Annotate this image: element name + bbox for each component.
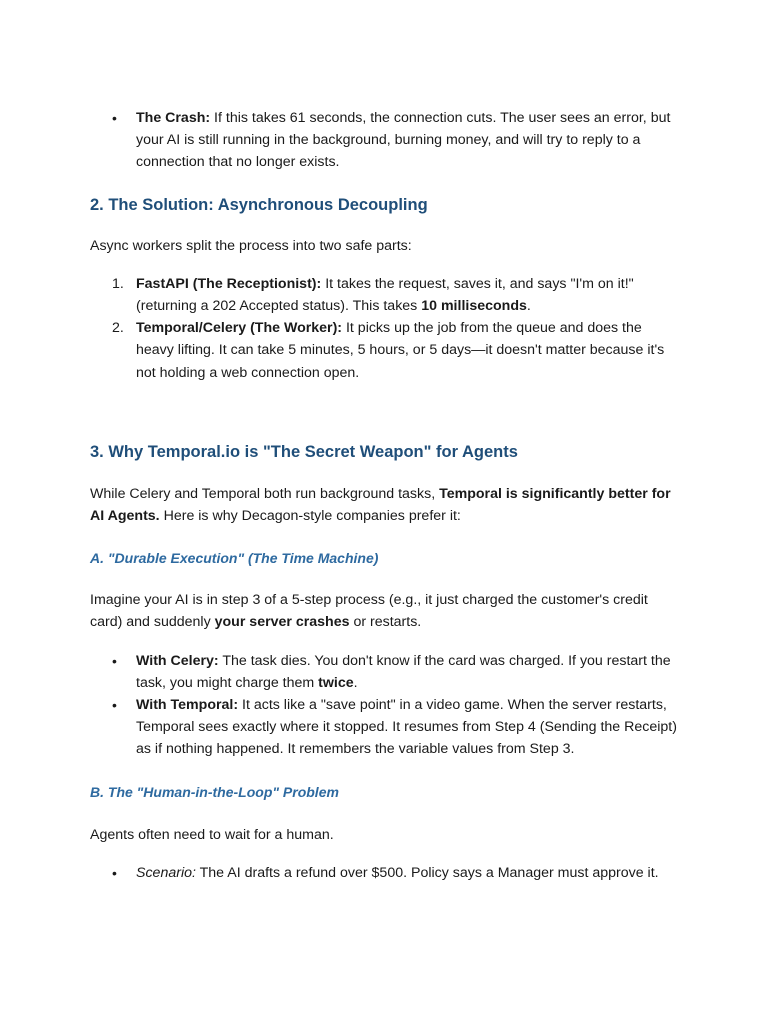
subsection-heading: A. "Durable Execution" (The Time Machine)	[90, 550, 379, 567]
crash-bullet-list	[90, 107, 682, 174]
list-number: 2.	[112, 320, 124, 337]
paragraph	[90, 589, 682, 633]
section-heading: 3. Why Temporal.io is "The Secret Weapon" for Agents	[90, 442, 518, 461]
list-item	[90, 862, 682, 884]
paragraph-bold: Temporal is significantly better for AI Agents.	[90, 485, 671, 525]
paragraph: Agents often need to wait for a human.	[90, 826, 334, 843]
bullet-text: The AI drafts a refund over $500. Policy says a Manager must approve it.	[195, 864, 659, 881]
item-text: It takes the request, saves it, and says "I'm on it!" (returning a 202 Accepted status). This takes	[136, 275, 634, 315]
bullet-label: Scenario:	[136, 864, 196, 881]
paragraph-bold: your server crashes	[214, 614, 350, 631]
subsection-heading: B. The "Human-in-the-Loop" Problem	[90, 783, 339, 800]
paragraph: Async workers split the process into two safe parts:	[90, 237, 412, 254]
item-text: .	[526, 298, 531, 315]
bullet-list	[90, 650, 682, 761]
bullet-marker: •	[112, 652, 117, 669]
bullet-text: .	[353, 674, 358, 691]
bullet-label: The Crash:	[136, 110, 211, 126]
numbered-list	[90, 273, 682, 384]
bullet-bold: twice	[318, 674, 354, 691]
bullet-marker: •	[112, 697, 117, 714]
list-item	[90, 273, 682, 317]
paragraph-text: Imagine your AI is in step 3 of a 5-step process (e.g., it just charged the customer's credit card) and suddenly	[90, 592, 648, 631]
document-page	[90, 107, 682, 884]
item-bold: 10 milliseconds	[421, 298, 527, 315]
bullet-marker: •	[112, 110, 117, 126]
bullet-text: The task dies. You don't know if the card was charged. If you restart the task, you might charge them	[136, 652, 671, 691]
bullet-label: With Celery:	[136, 652, 219, 669]
paragraph	[90, 483, 682, 527]
bullet-label: With Temporal:	[136, 697, 239, 714]
list-item	[90, 107, 682, 174]
paragraph-text: Here is why Decagon-style companies prefer it:	[159, 508, 461, 525]
paragraph-text: While Celery and Temporal both run background tasks,	[90, 485, 440, 502]
paragraph-text: or restarts.	[349, 614, 422, 631]
section-heading: 2. The Solution: Asynchronous Decoupling	[90, 195, 428, 214]
list-item	[90, 317, 682, 384]
bullet-text: If this takes 61 seconds, the connection cuts. The user sees an error, but your AI is still running in the background, burning money, and will try to reply to a connection that no longer exists.	[136, 110, 671, 171]
item-label: Temporal/Celery (The Worker):	[136, 320, 343, 337]
bullet-marker: •	[112, 864, 117, 881]
list-item	[90, 650, 682, 694]
bullet-text: It acts like a "save point" in a video game. When the server restarts, Temporal sees exactly where it stopped. It resumes from Step 4 (Sending the Receipt) as if nothing happened. It remembers the variable values from Step 3.	[136, 697, 677, 758]
bullet-list	[90, 862, 682, 884]
item-label: FastAPI (The Receptionist):	[136, 275, 322, 292]
list-item	[90, 694, 682, 761]
list-number: 1.	[112, 275, 124, 292]
item-text: It picks up the job from the queue and does the heavy lifting. It can take 5 minutes, 5 hours, or 5 days—it doesn't matter because it's not holding a web connection open.	[136, 320, 665, 381]
